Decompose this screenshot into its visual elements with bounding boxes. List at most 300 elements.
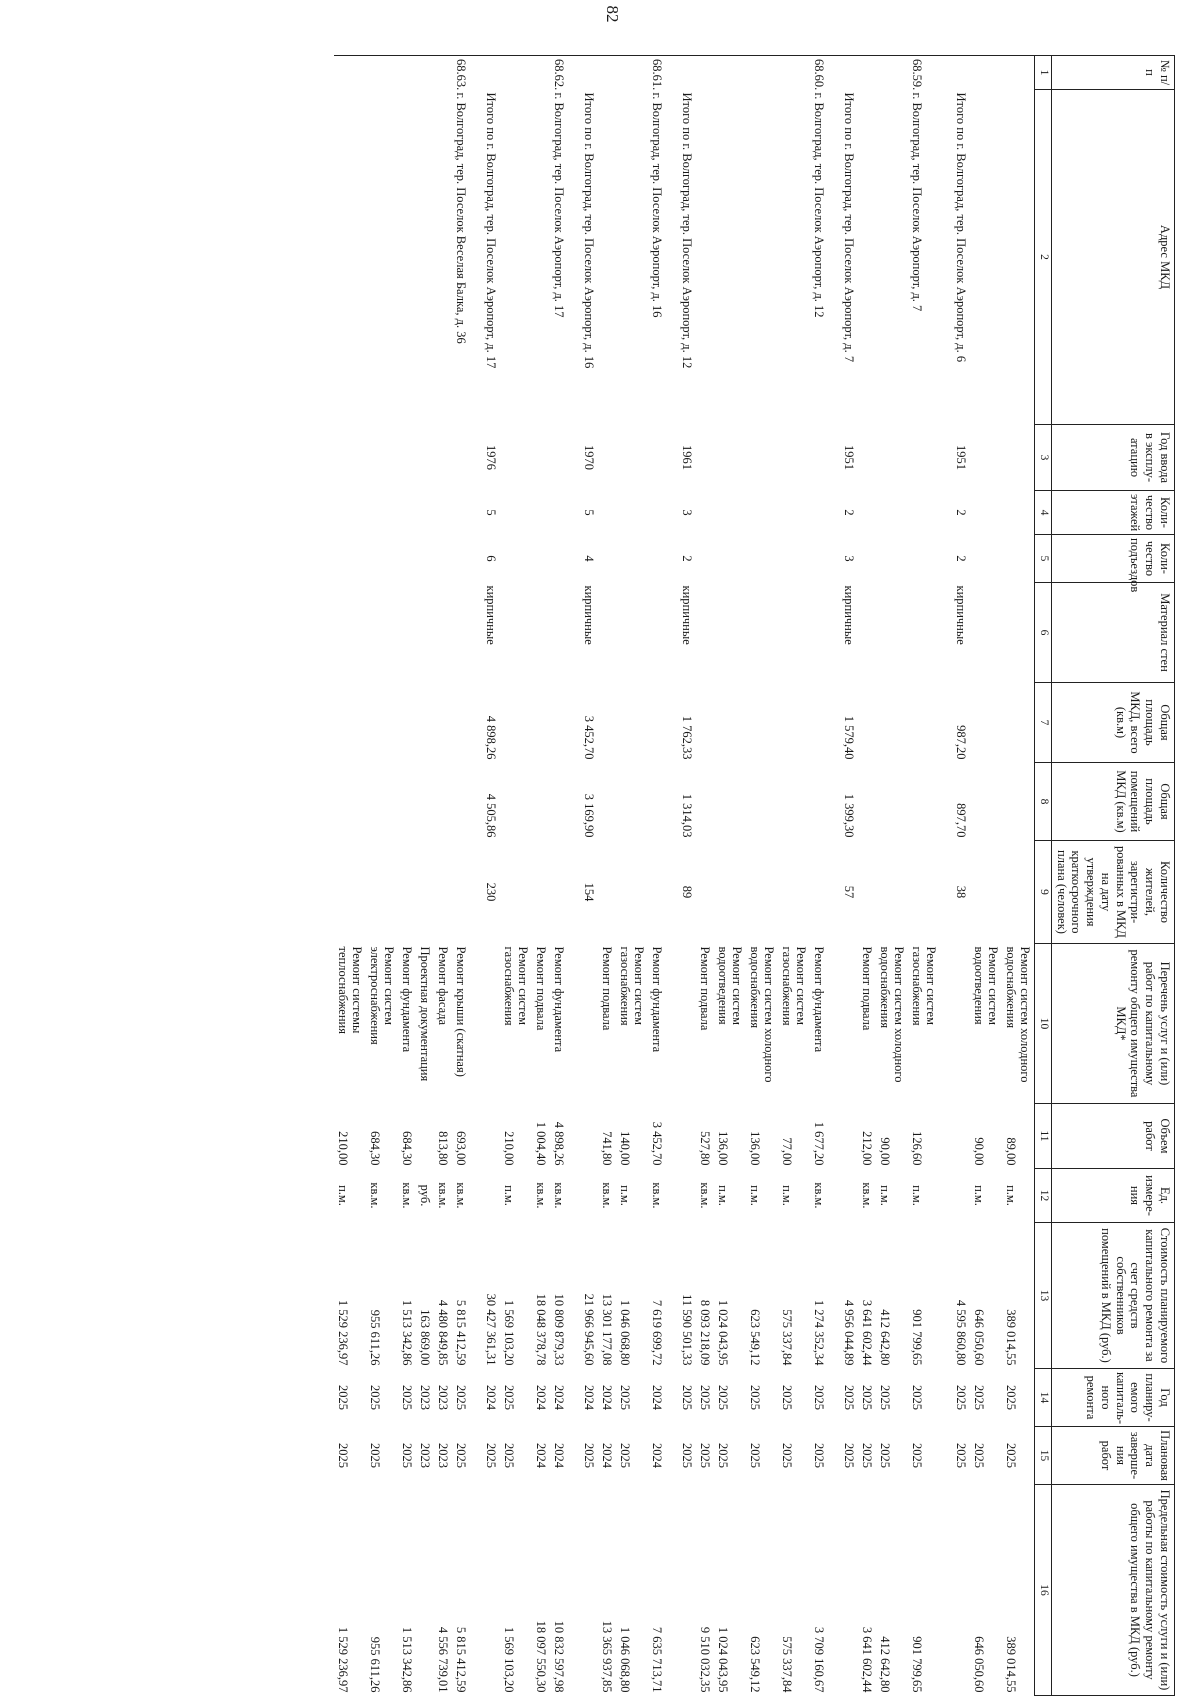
- table-row: [500, 56, 532, 1696]
- completion-date-cell: 2024: [600, 1443, 615, 1468]
- work-volume-cell: 3 452,70: [650, 1121, 665, 1166]
- cost-limit-cell: 1 513 342,86: [400, 1626, 415, 1693]
- unit-cell: [666, 1169, 696, 1223]
- total-area-cell: [908, 683, 940, 763]
- premises-area-cell: [416, 763, 434, 841]
- commission-year-cell: 1976: [484, 445, 499, 470]
- premises-area-cell: [616, 763, 648, 841]
- total-area-cell: [398, 683, 416, 763]
- unit-cell: [470, 1169, 500, 1223]
- row-number-cell: [416, 56, 434, 90]
- premises-area-cell: 3 169,90: [582, 793, 597, 838]
- residents-cell: 89: [680, 885, 695, 899]
- unit-cell: п.м.: [618, 1185, 633, 1206]
- repair-year-cell: 2025: [748, 1385, 763, 1410]
- cost-limit-cell: 955 611,26: [368, 1636, 383, 1693]
- residents-cell: [598, 841, 616, 944]
- entrances-cell: [648, 535, 666, 583]
- row-number-cell: 68.60.: [812, 59, 827, 91]
- planned-cost-cell: 11 590 501,33: [680, 1294, 695, 1366]
- address-cell: [746, 90, 778, 425]
- address-cell: [416, 90, 434, 425]
- header-cell: Стоимость планируемого капитального ремонта за счет средств собственников помещений в МКД (руб.): [1052, 1223, 1175, 1369]
- commission-year-cell: [648, 425, 666, 491]
- unit-cell: кв.м.: [698, 1182, 713, 1209]
- entrances-cell: [1002, 535, 1035, 583]
- table-row: [778, 56, 810, 1696]
- total-area-cell: 1 579,40: [842, 715, 857, 760]
- unit-cell: п.м.: [336, 1185, 351, 1206]
- repair-year-cell: 2025: [1004, 1385, 1019, 1410]
- table-row: [532, 56, 550, 1696]
- row-number-cell: [858, 56, 876, 90]
- work-volume-cell: 140,00: [618, 1131, 633, 1166]
- column-number: 15: [1035, 1427, 1052, 1485]
- entrances-cell: [616, 535, 648, 583]
- commission-year-cell: [366, 425, 398, 491]
- entrances-cell: [398, 535, 416, 583]
- page-number: 82: [603, 5, 622, 23]
- floors-cell: [648, 491, 666, 535]
- repair-year-cell: 2025: [910, 1385, 925, 1410]
- row-number-cell: [568, 56, 598, 90]
- cost-limit-cell: 3 641 602,44: [860, 1626, 875, 1693]
- premises-area-cell: [1002, 763, 1035, 841]
- commission-year-cell: [452, 425, 470, 491]
- address-cell: Итого по г. Волгоград, тер. Поселок Аэропорт, д. 16: [582, 92, 597, 369]
- commission-year-cell: [778, 425, 810, 491]
- completion-date-cell: 2023: [418, 1443, 433, 1468]
- commission-year-cell: [334, 425, 366, 491]
- wall-material-cell: [858, 583, 876, 683]
- floors-cell: [452, 491, 470, 535]
- work-type-cell: Ремонт систем водоотведения: [972, 946, 1001, 1025]
- work-volume-cell: 741,80: [600, 1131, 615, 1166]
- entrances-cell: 3: [842, 555, 857, 562]
- repair-year-cell: 2025: [502, 1385, 517, 1410]
- row-number-cell: [970, 56, 1002, 90]
- commission-year-cell: [970, 425, 1002, 491]
- commission-year-cell: [550, 425, 568, 491]
- wall-material-cell: [648, 583, 666, 683]
- wall-material-cell: [778, 583, 810, 683]
- address-cell: [434, 90, 452, 425]
- total-area-cell: [500, 683, 532, 763]
- completion-date-cell: 2025: [484, 1443, 499, 1468]
- wall-material-cell: [810, 583, 828, 683]
- row-number-cell: [696, 56, 714, 90]
- commission-year-cell: [714, 425, 746, 491]
- completion-date-cell: 2025: [336, 1443, 351, 1468]
- commission-year-cell: [434, 425, 452, 491]
- planned-cost-cell: 901 799,65: [910, 1309, 925, 1366]
- repair-year-cell: 2025: [812, 1385, 827, 1410]
- address-cell: [876, 90, 908, 425]
- wall-material-cell: [714, 583, 746, 683]
- residents-cell: 154: [582, 882, 597, 902]
- column-number: 13: [1035, 1223, 1052, 1369]
- residents-cell: [810, 841, 828, 944]
- total-area-cell: [648, 683, 666, 763]
- premises-area-cell: [858, 763, 876, 841]
- planned-cost-cell: 1 046 068,80: [618, 1299, 633, 1366]
- planned-cost-cell: 7 619 699,72: [650, 1299, 665, 1366]
- entrances-cell: 4: [582, 555, 597, 562]
- residents-cell: [550, 841, 568, 944]
- repair-year-cell: 2025: [860, 1385, 875, 1410]
- table-row: [746, 56, 778, 1696]
- premises-area-cell: [550, 763, 568, 841]
- header-cell: Материал стен: [1052, 583, 1175, 683]
- work-volume-cell: [416, 1104, 434, 1169]
- work-type-cell: Ремонт подвала: [860, 946, 875, 1031]
- table-row: [416, 56, 434, 1696]
- address-cell: г. Волгоград, тер. Поселок Веселая Балка, д. 36: [454, 92, 469, 344]
- commission-year-cell: 1951: [954, 445, 969, 470]
- planned-cost-cell: 1 513 342,86: [400, 1299, 415, 1366]
- commission-year-cell: [908, 425, 940, 491]
- floors-cell: [876, 491, 908, 535]
- header-cell: Объем работ: [1052, 1104, 1175, 1169]
- floors-cell: [810, 491, 828, 535]
- work-volume-cell: 136,00: [748, 1131, 763, 1166]
- wall-material-cell: [908, 583, 940, 683]
- table-row: [398, 56, 416, 1696]
- cost-limit-cell: 1 569 103,20: [502, 1626, 517, 1693]
- planned-cost-cell: 1 024 043,95: [716, 1299, 731, 1366]
- commission-year-cell: [416, 425, 434, 491]
- premises-area-cell: [452, 763, 470, 841]
- unit-cell: п.м.: [716, 1185, 731, 1206]
- residents-cell: [908, 841, 940, 944]
- repair-year-cell: 2025: [368, 1385, 383, 1410]
- commission-year-cell: 1951: [842, 445, 857, 470]
- planned-cost-cell: 4 956 044,89: [842, 1299, 857, 1366]
- commission-year-cell: 1970: [582, 445, 597, 470]
- entrances-cell: [532, 535, 550, 583]
- repair-year-cell: 2023: [436, 1385, 451, 1410]
- wall-material-cell: [876, 583, 908, 683]
- residents-cell: [398, 841, 416, 944]
- unit-cell: кв.м.: [860, 1182, 875, 1209]
- table-total-row: [568, 56, 598, 1696]
- row-number-cell: 68.61.: [650, 59, 665, 91]
- column-number: 7: [1035, 683, 1052, 763]
- column-number: 6: [1035, 583, 1052, 683]
- column-number-row: [1035, 56, 1052, 1696]
- premises-area-cell: 1 399,30: [842, 793, 857, 838]
- planned-cost-cell: 10 809 879,33: [552, 1293, 567, 1366]
- address-cell: [1002, 90, 1035, 425]
- total-area-cell: [598, 683, 616, 763]
- total-area-cell: [550, 683, 568, 763]
- unit-cell: [828, 1169, 858, 1223]
- work-volume-cell: 693,00: [454, 1131, 469, 1166]
- header-cell: Коли-чество этажей: [1052, 491, 1175, 535]
- work-type-cell: Ремонт систем водоотведения: [716, 946, 745, 1025]
- column-number: 12: [1035, 1169, 1052, 1223]
- completion-date-cell: 2024: [552, 1443, 567, 1468]
- planned-cost-cell: 1 274 352,34: [812, 1299, 827, 1366]
- premises-area-cell: [598, 763, 616, 841]
- work-type-cell: Проектная документация: [418, 946, 433, 1082]
- work-type-cell: Ремонт систем газоснабжения: [780, 946, 809, 1026]
- cost-limit-cell: [666, 1485, 696, 1696]
- row-number-cell: [398, 56, 416, 90]
- table-row: [1002, 56, 1035, 1696]
- floors-cell: [398, 491, 416, 535]
- total-area-cell: [746, 683, 778, 763]
- cost-limit-cell: 4 556 739,01: [436, 1626, 451, 1693]
- table-row: [970, 56, 1002, 1696]
- floors-cell: 5: [582, 509, 597, 516]
- row-number-cell: [366, 56, 398, 90]
- premises-area-cell: [648, 763, 666, 841]
- address-cell: г. Волгоград, тер. Поселок Аэропорт, д. 16: [650, 92, 665, 318]
- address-cell: [398, 90, 416, 425]
- completion-date-cell: 2025: [698, 1443, 713, 1468]
- premises-area-cell: [746, 763, 778, 841]
- work-volume-cell: [470, 1104, 500, 1169]
- floors-cell: [616, 491, 648, 535]
- residents-cell: [532, 841, 550, 944]
- work-volume-cell: [666, 1104, 696, 1169]
- row-number-cell: [666, 56, 696, 90]
- repair-year-cell: 2025: [698, 1385, 713, 1410]
- repair-year-cell: 2024: [484, 1385, 499, 1410]
- total-area-cell: [810, 683, 828, 763]
- commission-year-cell: [876, 425, 908, 491]
- table-row: [616, 56, 648, 1696]
- residents-cell: [696, 841, 714, 944]
- column-number: 14: [1035, 1369, 1052, 1427]
- completion-date-cell: 2024: [650, 1443, 665, 1468]
- completion-date-cell: 2025: [454, 1443, 469, 1468]
- capital-repair-table: [334, 55, 1175, 1696]
- wall-material-cell: кирпичные: [680, 585, 695, 645]
- floors-cell: [1002, 491, 1035, 535]
- commission-year-cell: [1002, 425, 1035, 491]
- residents-cell: [500, 841, 532, 944]
- commission-year-cell: [616, 425, 648, 491]
- floors-cell: [908, 491, 940, 535]
- total-area-cell: 3 452,70: [582, 715, 597, 760]
- address-cell: [696, 90, 714, 425]
- table-row: [714, 56, 746, 1696]
- floors-cell: 5: [484, 509, 499, 516]
- work-type-cell: Ремонт систем газоснабжения: [618, 946, 647, 1026]
- row-number-cell: [532, 56, 550, 90]
- entrances-cell: [714, 535, 746, 583]
- work-type-cell: [828, 944, 858, 1104]
- commission-year-cell: [398, 425, 416, 491]
- entrances-cell: 2: [680, 555, 695, 562]
- residents-cell: [616, 841, 648, 944]
- residents-cell: [746, 841, 778, 944]
- entrances-cell: [810, 535, 828, 583]
- address-cell: г. Волгоград, тер. Поселок Аэропорт, д. 17: [552, 92, 567, 318]
- total-area-cell: [452, 683, 470, 763]
- unit-cell: руб.: [418, 1184, 433, 1207]
- work-type-cell: Ремонт крыши (скатная): [454, 946, 469, 1077]
- work-type-cell: Ремонт подвала: [698, 946, 713, 1031]
- work-type-cell: Ремонт систем газоснабжения: [502, 946, 531, 1026]
- completion-date-cell: 2025: [812, 1443, 827, 1468]
- cost-limit-cell: [828, 1485, 858, 1696]
- row-number-cell: [598, 56, 616, 90]
- residents-cell: [416, 841, 434, 944]
- premises-area-cell: [714, 763, 746, 841]
- residents-cell: [1002, 841, 1035, 944]
- unit-cell: кв.м.: [400, 1182, 415, 1209]
- planned-cost-cell: 646 050,60: [972, 1309, 987, 1366]
- unit-cell: п.м.: [910, 1185, 925, 1206]
- total-area-cell: [696, 683, 714, 763]
- wall-material-cell: кирпичные: [842, 585, 857, 645]
- table-total-row: [828, 56, 858, 1696]
- header-cell: Общая площадь МКД, всего (кв.м): [1052, 683, 1175, 763]
- entrances-cell: [550, 535, 568, 583]
- wall-material-cell: [334, 583, 366, 683]
- entrances-cell: [876, 535, 908, 583]
- row-number-cell: [876, 56, 908, 90]
- completion-date-cell: 2025: [680, 1443, 695, 1468]
- floors-cell: [334, 491, 366, 535]
- floors-cell: [778, 491, 810, 535]
- header-cell: Предельная стоимость услуги и (или) работы по капитальному ремонту общего имущества в МКД (руб.): [1052, 1485, 1175, 1696]
- completion-date-cell: 2025: [400, 1443, 415, 1468]
- total-area-cell: [366, 683, 398, 763]
- entrances-cell: 2: [954, 555, 969, 562]
- planned-cost-cell: 13 301 177,08: [600, 1293, 615, 1366]
- work-type-cell: [568, 944, 598, 1104]
- total-area-cell: [876, 683, 908, 763]
- repair-year-cell: 2024: [552, 1385, 567, 1410]
- work-type-cell: [666, 944, 696, 1104]
- premises-area-cell: [908, 763, 940, 841]
- column-number: 2: [1035, 90, 1052, 425]
- total-area-cell: [334, 683, 366, 763]
- address-cell: [500, 90, 532, 425]
- commission-year-cell: [858, 425, 876, 491]
- cost-limit-cell: 3 709 160,67: [812, 1626, 827, 1693]
- residents-cell: [970, 841, 1002, 944]
- unit-cell: п.м.: [502, 1185, 517, 1206]
- cost-limit-cell: 1 024 043,95: [716, 1626, 731, 1693]
- entrances-cell: [500, 535, 532, 583]
- table-total-row: [470, 56, 500, 1696]
- row-number-cell: [334, 56, 366, 90]
- address-cell: [366, 90, 398, 425]
- premises-area-cell: [398, 763, 416, 841]
- column-number: 10: [1035, 944, 1052, 1104]
- column-number: 3: [1035, 425, 1052, 491]
- floors-cell: [434, 491, 452, 535]
- cost-limit-cell: [568, 1485, 598, 1696]
- premises-area-cell: 1 314,03: [680, 793, 695, 838]
- entrances-cell: [434, 535, 452, 583]
- header-cell: Количество жителей, зарегистри-рованных в МКД на дату утверждения краткосрочного плана (человек): [1052, 841, 1175, 944]
- column-number: 16: [1035, 1485, 1052, 1696]
- address-cell: г. Волгоград, тер. Поселок Аэропорт, д. 7: [910, 92, 925, 312]
- row-number-cell: [470, 56, 500, 90]
- row-number-cell: 68.59.: [910, 59, 925, 91]
- entrances-cell: [746, 535, 778, 583]
- total-area-cell: 987,20: [954, 725, 969, 760]
- wall-material-cell: кирпичные: [582, 585, 597, 645]
- header-cell: Коли-чество подъездов: [1052, 535, 1175, 583]
- floors-cell: [366, 491, 398, 535]
- wall-material-cell: [452, 583, 470, 683]
- premises-area-cell: [810, 763, 828, 841]
- repair-year-cell: 2024: [650, 1385, 665, 1410]
- cost-limit-cell: 575 337,84: [780, 1636, 795, 1693]
- work-volume-cell: 210,00: [502, 1131, 517, 1166]
- total-area-cell: [532, 683, 550, 763]
- entrances-cell: 6: [484, 555, 499, 562]
- work-volume-cell: 89,00: [1004, 1137, 1019, 1166]
- completion-date-cell: 2025: [618, 1443, 633, 1468]
- planned-cost-cell: 8 093 218,09: [698, 1299, 713, 1366]
- repair-year-cell: 2025: [618, 1385, 633, 1410]
- wall-material-cell: [500, 583, 532, 683]
- row-number-cell: [1002, 56, 1035, 90]
- table-total-row: [940, 56, 970, 1696]
- residents-cell: [648, 841, 666, 944]
- repair-year-cell: 2025: [972, 1385, 987, 1410]
- work-type-cell: Ремонт фасада: [436, 946, 451, 1026]
- table-row: [598, 56, 616, 1696]
- column-number: 1: [1035, 56, 1052, 90]
- work-type-cell: Ремонт фундамента: [650, 946, 665, 1053]
- repair-year-cell: 2025: [680, 1385, 695, 1410]
- total-area-cell: [970, 683, 1002, 763]
- total-area-cell: [416, 683, 434, 763]
- address-cell: [616, 90, 648, 425]
- planned-cost-cell: 163 869,00: [418, 1309, 433, 1366]
- work-type-cell: Ремонт подвала: [534, 946, 549, 1031]
- entrances-cell: [334, 535, 366, 583]
- work-volume-cell: 126,60: [910, 1131, 925, 1166]
- table-total-row: [666, 56, 696, 1696]
- entrances-cell: [908, 535, 940, 583]
- planned-cost-cell: 389 014,55: [1004, 1309, 1019, 1366]
- table-row: [334, 56, 366, 1696]
- address-cell: г. Волгоград, тер. Поселок Аэропорт, д. 12: [812, 92, 827, 318]
- commission-year-cell: 1961: [680, 445, 695, 470]
- table-row: [366, 56, 398, 1696]
- table-row: [648, 56, 666, 1696]
- planned-cost-cell: 623 549,12: [748, 1309, 763, 1366]
- row-number-cell: 68.63.: [454, 59, 469, 91]
- repair-year-cell: 2024: [582, 1385, 597, 1410]
- premises-area-cell: 897,70: [954, 803, 969, 838]
- work-volume-cell: 1 004,40: [534, 1121, 549, 1166]
- address-cell: [334, 90, 366, 425]
- planned-cost-cell: 21 966 945,60: [582, 1293, 597, 1366]
- residents-cell: [434, 841, 452, 944]
- wall-material-cell: кирпичные: [954, 585, 969, 645]
- work-volume-cell: 77,00: [780, 1137, 795, 1166]
- work-volume-cell: [568, 1104, 598, 1169]
- premises-area-cell: [434, 763, 452, 841]
- residents-cell: 57: [842, 885, 857, 899]
- commission-year-cell: [746, 425, 778, 491]
- cost-limit-cell: 5 815 412,59: [454, 1626, 469, 1693]
- row-number-cell: [714, 56, 746, 90]
- repair-year-cell: 2023: [418, 1385, 433, 1410]
- planned-cost-cell: 1 529 236,97: [336, 1299, 351, 1366]
